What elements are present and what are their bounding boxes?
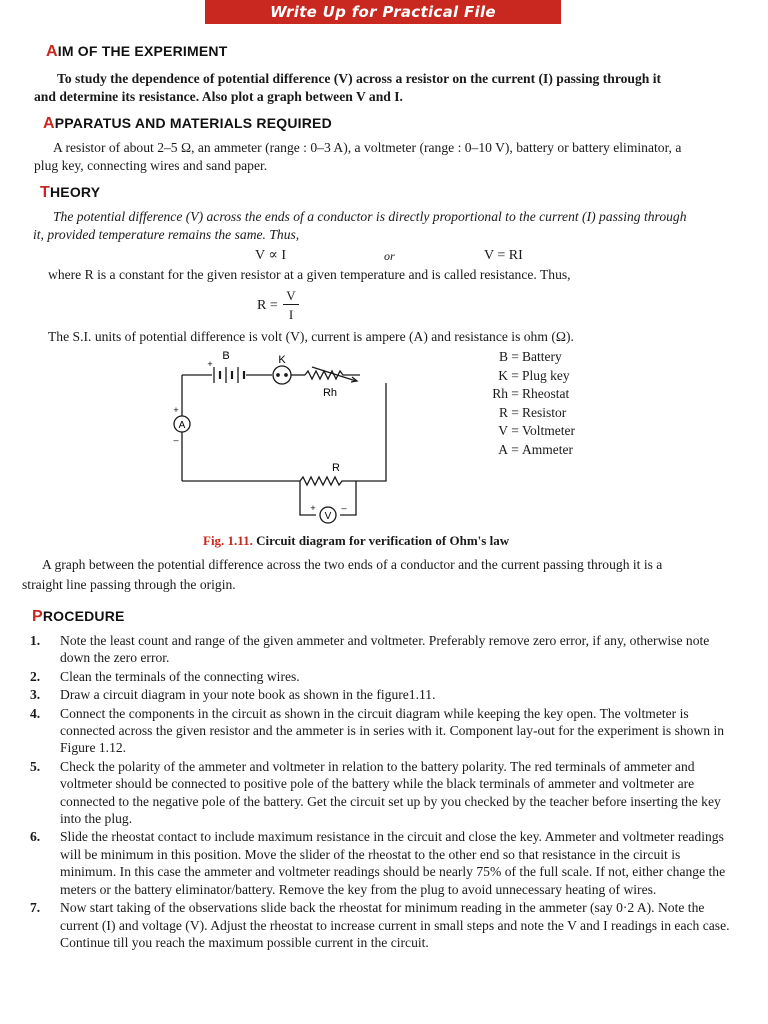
legend-value: Plug key: [522, 367, 570, 383]
formula-r-denominator: I: [288, 307, 294, 322]
graph-note-line2: straight line passing through the origin.: [22, 577, 236, 592]
ammeter-minus: –: [173, 435, 179, 445]
circuit-label-v: V: [324, 511, 332, 522]
formula-r-label: R =: [257, 298, 278, 313]
procedure-step: [30, 686, 730, 703]
theory-heading-text: HEORY: [49, 184, 101, 200]
apparatus-heading: [43, 113, 332, 134]
si-units-text: The S.I. units of potential difference is volt (V), current is ampere (A) and resistance is ohm (Ω).: [48, 329, 574, 344]
wire-right: [372, 383, 386, 481]
procedure-step: [30, 632, 730, 667]
legend-row: V = Voltmeter: [466, 422, 586, 441]
legend-value: Voltmeter: [522, 423, 575, 439]
step-text: Now start taking of the observations slide back the rheostat for minimum reading in the ammeter (say 0·2 A). Note the current (I) and voltage (V). Adjust the rheostat to increase current in small steps and note the V and I readings in each case. Continue till you reach the maximum possible current in the circuit.: [60, 900, 730, 950]
figure-number: Fig. 1.11.: [203, 533, 253, 548]
rheostat-symbol: [305, 371, 360, 379]
step-text: Check the polarity of the ammeter and voltmeter in relation to the battery polarity. The red terminals of ammeter and voltmeter should be connected to positive pole of the battery while the black terminals of ammeter and voltmeter are connected to the negative pole of the battery. Get the circuit set up by you checked by the teacher before inserting the key into the plug.: [60, 758, 721, 827]
legend-value: Resistor: [522, 404, 567, 420]
legend-row: Rh = Rheostat: [466, 385, 586, 404]
step-text: Clean the terminals of the connecting wires.: [60, 668, 300, 684]
step-number: 2.: [30, 668, 41, 684]
step-number: 1.: [30, 633, 41, 648]
legend-row: B = Battery: [466, 348, 586, 367]
page-banner: Write Up for Practical File: [205, 0, 561, 24]
circuit-label-rh: Rh: [322, 387, 338, 399]
procedure-heading-initial: P: [32, 608, 43, 625]
step-text: Slide the rheostat contact to include maximum resistance in the circuit and close the key. Ammeter and voltmeter readings will be minimum in this position. Move the slider of the rheostat to the other end so that resistance in the circuit is minimum. In this case the ammeter and voltmeter readings should be nearly 75% of the full scale. If not, either change the meters or the battery eliminator/battery. Remove the key from the plug to avoid unnecessary heating of wires.: [60, 829, 726, 897]
theory-text-line1: The potential difference (V) across the ends of a conductor is directly proportional to the current (I) passing through: [53, 209, 687, 224]
legend-value: Rheostat: [522, 386, 570, 402]
theory-text-line3: where R is a constant for the given resistor at a given temperature and is called resistance. Thus,: [48, 267, 571, 282]
circuit-label-b: B: [222, 350, 230, 362]
figure-caption: [203, 532, 509, 549]
plug-key-symbol: [273, 366, 291, 384]
circuit-label-k: K: [278, 354, 286, 366]
step-text: Connect the components in the circuit as shown in the circuit diagram while keeping the key open. The voltmeter is connected across the given resistor and the ammeter is in series with it. Component lay-out for the experiment is shown in Figure 1.12.: [60, 705, 725, 756]
apparatus-heading-initial: A: [43, 115, 55, 132]
figure-caption-text: Circuit diagram for verification of Ohm's law: [256, 533, 510, 548]
circuit-label-a: A: [178, 420, 186, 431]
circuit-diagram: [160, 345, 400, 530]
legend-key: Rh: [492, 386, 508, 402]
step-number: 5.: [30, 758, 41, 774]
step-text: Draw a circuit diagram in your note book as shown in the figure1.11.: [60, 687, 436, 703]
procedure-step: [30, 899, 730, 951]
procedure-step: [30, 668, 730, 685]
theory-heading-initial: T: [40, 184, 50, 201]
aim-text-line1: To study the dependence of potential difference (V) across a resistor on the current (I) passing through it: [57, 71, 662, 86]
apparatus-heading-text: PPARATUS AND MATERIALS REQUIRED: [54, 115, 332, 131]
apparatus-text-line2: plug key, connecting wires and sand paper.: [34, 158, 268, 173]
aim-heading-initial: A: [46, 43, 58, 60]
resistor-symbol: [300, 477, 372, 485]
formula-proportional: V ∝ I: [255, 248, 286, 263]
procedure-heading-text: ROCEDURE: [42, 608, 125, 624]
voltmeter-plus: +: [310, 503, 316, 513]
formula-or: or: [384, 249, 395, 263]
ammeter-plus: +: [173, 405, 179, 415]
voltmeter-minus: –: [341, 503, 347, 513]
legend-key: B: [498, 349, 508, 364]
aim-heading: [46, 41, 227, 62]
apparatus-text-line1: A resistor of about 2–5 Ω, an ammeter (range : 0–3 A), a voltmeter (range : 0–10 V), battery or battery eliminator, a: [53, 140, 682, 155]
step-number: 7.: [30, 900, 41, 916]
battery-plus: +: [207, 359, 213, 369]
legend-value: Ammeter: [522, 441, 573, 457]
legend-row: K = Plug key: [466, 367, 586, 386]
legend-key: K: [498, 367, 508, 383]
formula-ohm: V = RI: [484, 248, 523, 263]
voltmeter-branch: [300, 481, 356, 515]
battery-symbol: [214, 367, 244, 383]
legend-key: A: [498, 441, 508, 457]
circuit-label-r: R: [332, 462, 340, 474]
procedure-steps: [30, 632, 730, 952]
procedure-step: [30, 758, 730, 828]
theory-heading: [40, 182, 100, 203]
formula-r-numerator: V: [283, 287, 299, 305]
step-text: Note the least count and range of the given ammeter and voltmeter. Preferably remove zero error, if any, otherwise note down the zero error.: [60, 633, 710, 666]
step-number: 3.: [30, 687, 41, 703]
legend-value: Battery: [522, 349, 562, 364]
legend-key: R: [498, 404, 508, 420]
step-number: 6.: [30, 829, 41, 845]
aim-text-line2: and determine its resistance. Also plot a graph between V and I.: [34, 89, 403, 104]
graph-note-line1: A graph between the potential difference across the two ends of a conductor and the current passing through it is a: [42, 557, 663, 572]
procedure-step: [30, 828, 730, 898]
rheostat-slider: [312, 367, 356, 381]
legend-key: V: [498, 423, 508, 439]
aim-heading-text: IM OF THE EXPERIMENT: [57, 43, 228, 59]
legend-row: A = Ammeter: [466, 441, 586, 460]
legend-row: R = Resistor: [466, 404, 586, 423]
theory-text-line2: it, provided temperature remains the same. Thus,: [33, 227, 300, 242]
procedure-step: [30, 705, 730, 757]
step-number: 4.: [30, 705, 41, 721]
circuit-legend: [466, 348, 586, 460]
procedure-heading: [32, 606, 125, 627]
